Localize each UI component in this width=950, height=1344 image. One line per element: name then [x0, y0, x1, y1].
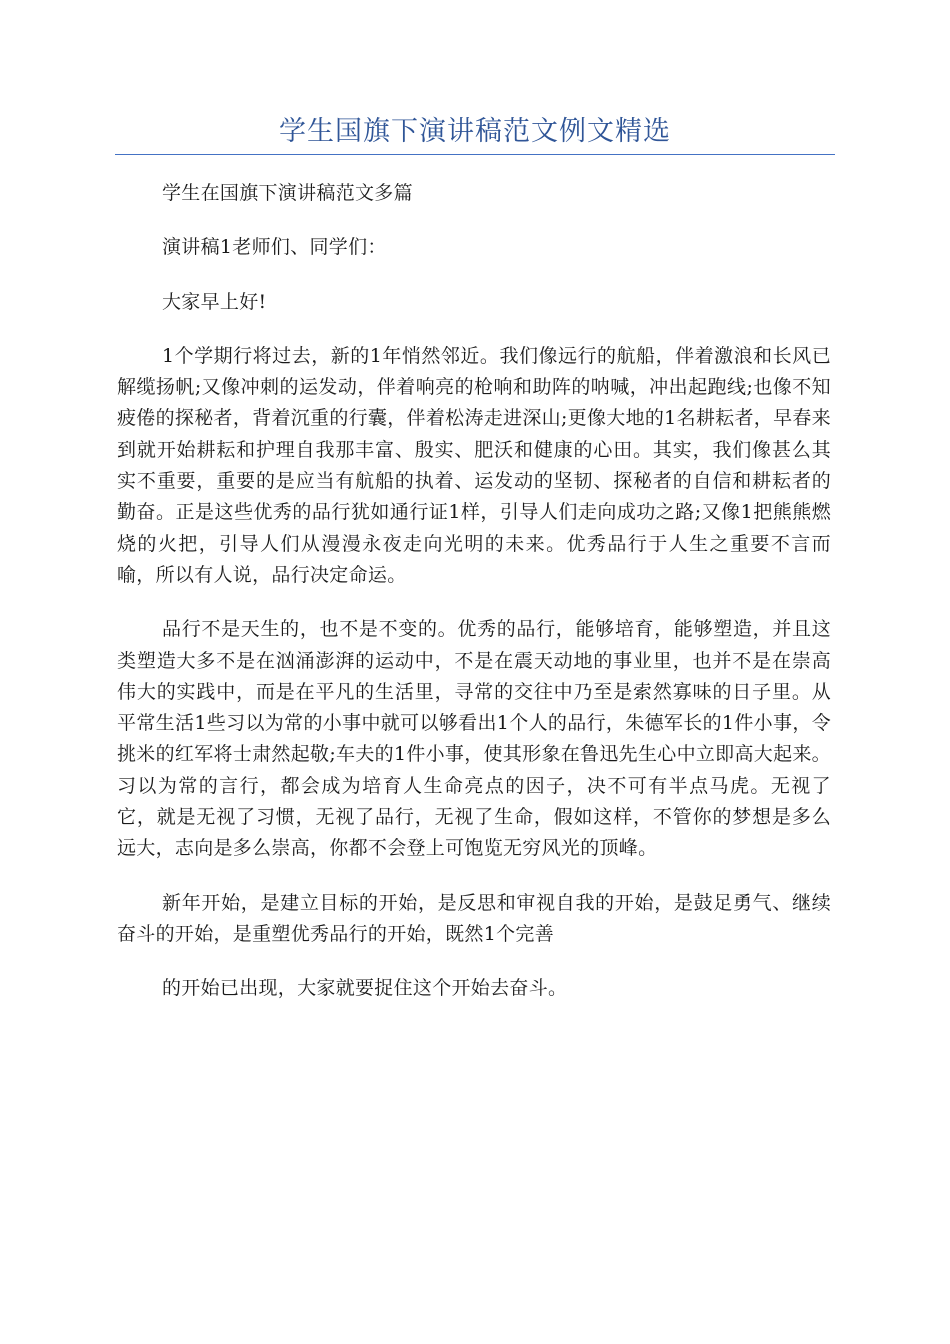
paragraph-body-1: 1个学期行将过去，新的1年悄然邻近。我们像远行的航船，伴着激浪和长风已解缆扬帆;又像冲刺的运发动，伴着响亮的枪响和助阵的呐喊，冲出起跑线;也像不知疲倦的探秘者，背着沉重的行囊，伴着松涛走进深山;更像大地的1名耕耘者，早春来到就开始耕耘和护理自我那丰富、殷实、肥沃和健康的心田。其实，我们像甚么其实不重要，重要的是应当有航船的执着、运发动的坚韧、探秘者的自信和耕耘者的勤奋。正是这些优秀的品行犹如通行证1样，引导人们走向成功之路;又像1把熊熊燃烧的火把，引导人们从漫漫永夜走向光明的未来。优秀品行于人生之重要不言而喻，所以有人说，品行决定命运。 — [117, 344, 831, 586]
paragraph-body-3: 新年开始，是建立目标的开始，是反思和审视自我的开始，是鼓足勇气、继续奋斗的开始，是重塑优秀品行的开始，既然1个完善 — [117, 891, 831, 945]
paragraph-salutation: 演讲稿1老师们、同学们： — [162, 236, 387, 259]
paragraph-subtitle: 学生在国旗下演讲稿范文多篇 — [162, 182, 413, 204]
document-title: 学生国旗下演讲稿范文例文精选 — [279, 116, 671, 147]
paragraph-body-2: 品行不是天生的，也不是不变的。优秀的品行，能够培育，能够塑造，并且这类塑造大多不是在汹涌澎湃的运动中，不是在震天动地的事业里，也并不是在崇高伟大的实践中，而是在平凡的生活里，寻常的交往中乃至是索然寡味的日子里。从平常生活1些习以为常的小事中就可以够看出1个人的品行，朱德军长的1件小事，令挑米的红军将士肃然起敬;车夫的1件小事，使其形象在鲁迅先生心中立即高大起来。习以为常的言行，都会成为培育人生命亮点的因子，决不可有半点马虎。无视了它，就是无视了习惯，无视了品行，无视了生命，假如这样，不管你的梦想是多么远大，志向是多么崇高，你都不会登上可饱览无穷风光的顶峰。 — [117, 618, 831, 860]
document-body — [117, 178, 831, 1005]
paragraph-greeting: 大家早上好! — [162, 290, 267, 313]
title-underline — [115, 154, 835, 155]
paragraph-body-4: 的开始已出现，大家就要捉住这个开始去奋斗。 — [162, 977, 568, 1000]
